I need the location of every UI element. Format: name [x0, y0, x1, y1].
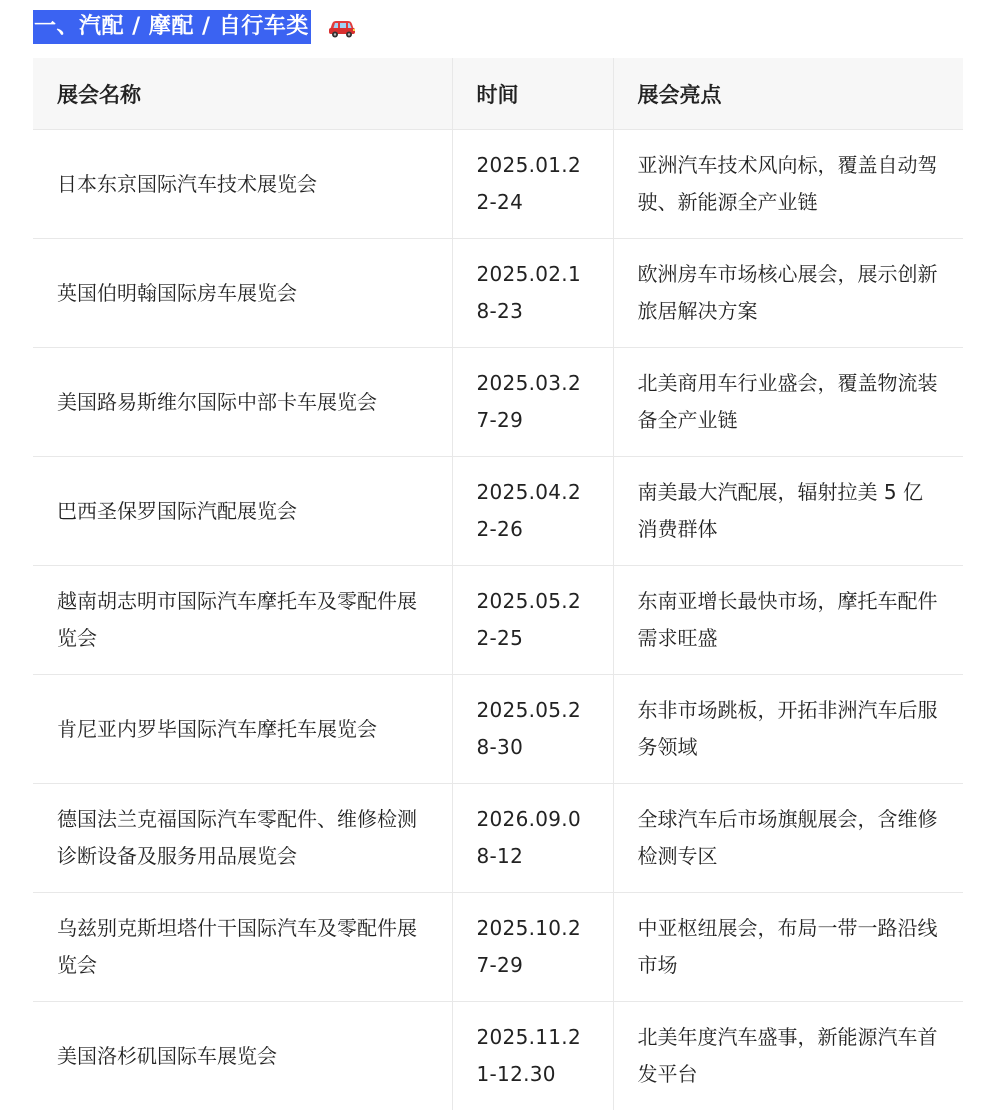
- table-row: [33, 1002, 963, 1111]
- exhibition-date: 2025.02.18-23: [452, 239, 613, 348]
- exhibition-highlight: 全球汽车后市场旗舰展会，含维修检测专区: [613, 784, 963, 893]
- exhibition-date: 2026.09.08-12: [452, 784, 613, 893]
- exhibition-highlight: 南美最大汽配展，辐射拉美 5 亿消费群体: [613, 457, 963, 566]
- exhibition-date: 2025.05.28-30: [452, 675, 613, 784]
- exhibition-name: 肯尼亚内罗毕国际汽车摩托车展览会: [33, 675, 452, 784]
- exhibition-date: 2025.01.22-24: [452, 130, 613, 239]
- header-date: 时间: [452, 58, 613, 130]
- table-row: [33, 457, 963, 566]
- exhibition-date: 2025.11.21-12.30: [452, 1002, 613, 1111]
- table-row: [33, 893, 963, 1002]
- table-row: [33, 348, 963, 457]
- exhibition-highlight: 中亚枢纽展会，布局一带一路沿线市场: [613, 893, 963, 1002]
- section-title: 一、汽配 / 摩配 / 自行车类: [33, 10, 311, 44]
- table-row: [33, 675, 963, 784]
- exhibition-name: 英国伯明翰国际房车展览会: [33, 239, 452, 348]
- table-row: [33, 239, 963, 348]
- table-row: [33, 566, 963, 675]
- exhibition-date: 2025.03.27-29: [452, 348, 613, 457]
- exhibition-date: 2025.05.22-25: [452, 566, 613, 675]
- table-row: [33, 784, 963, 893]
- exhibition-highlight: 东非市场跳板，开拓非洲汽车后服务领域: [613, 675, 963, 784]
- exhibition-name: 德国法兰克福国际汽车零配件、维修检测诊断设备及服务用品展览会: [33, 784, 452, 893]
- exhibition-name: 巴西圣保罗国际汽配展览会: [33, 457, 452, 566]
- exhibition-name: 美国洛杉矶国际车展览会: [57, 1043, 277, 1068]
- header-highlight: 展会亮点: [613, 58, 963, 130]
- exhibition-highlight: 亚洲汽车技术风向标，覆盖自动驾驶、新能源全产业链: [613, 130, 963, 239]
- exhibition-highlight: 东南亚增长最快市场，摩托车配件需求旺盛: [613, 566, 963, 675]
- header-name: 展会名称: [33, 58, 452, 130]
- exhibition-highlight: 北美商用车行业盛会，覆盖物流装备全产业链: [613, 348, 963, 457]
- exhibition-name: 乌兹别克斯坦塔什干国际汽车及零配件展览会: [33, 893, 452, 1002]
- car-icon: [327, 15, 357, 39]
- exhibition-date: 2025.10.27-29: [452, 893, 613, 1002]
- section-heading-row: [33, 10, 357, 44]
- table-row: [33, 130, 963, 239]
- exhibition-name: 美国路易斯维尔国际中部卡车展览会: [33, 348, 452, 457]
- exhibition-name: 越南胡志明市国际汽车摩托车及零配件展览会: [33, 566, 452, 675]
- exhibition-date: 2025.04.22-26: [452, 457, 613, 566]
- table-header-row: [33, 58, 963, 130]
- exhibition-highlight: 北美年度汽车盛事，新能源汽车首发平台: [613, 1002, 963, 1111]
- exhibition-table: [33, 58, 963, 1110]
- exhibition-table-container: [33, 58, 963, 1110]
- exhibition-highlight: 欧洲房车市场核心展会，展示创新旅居解决方案: [613, 239, 963, 348]
- exhibition-name: 日本东京国际汽车技术展览会: [33, 130, 452, 239]
